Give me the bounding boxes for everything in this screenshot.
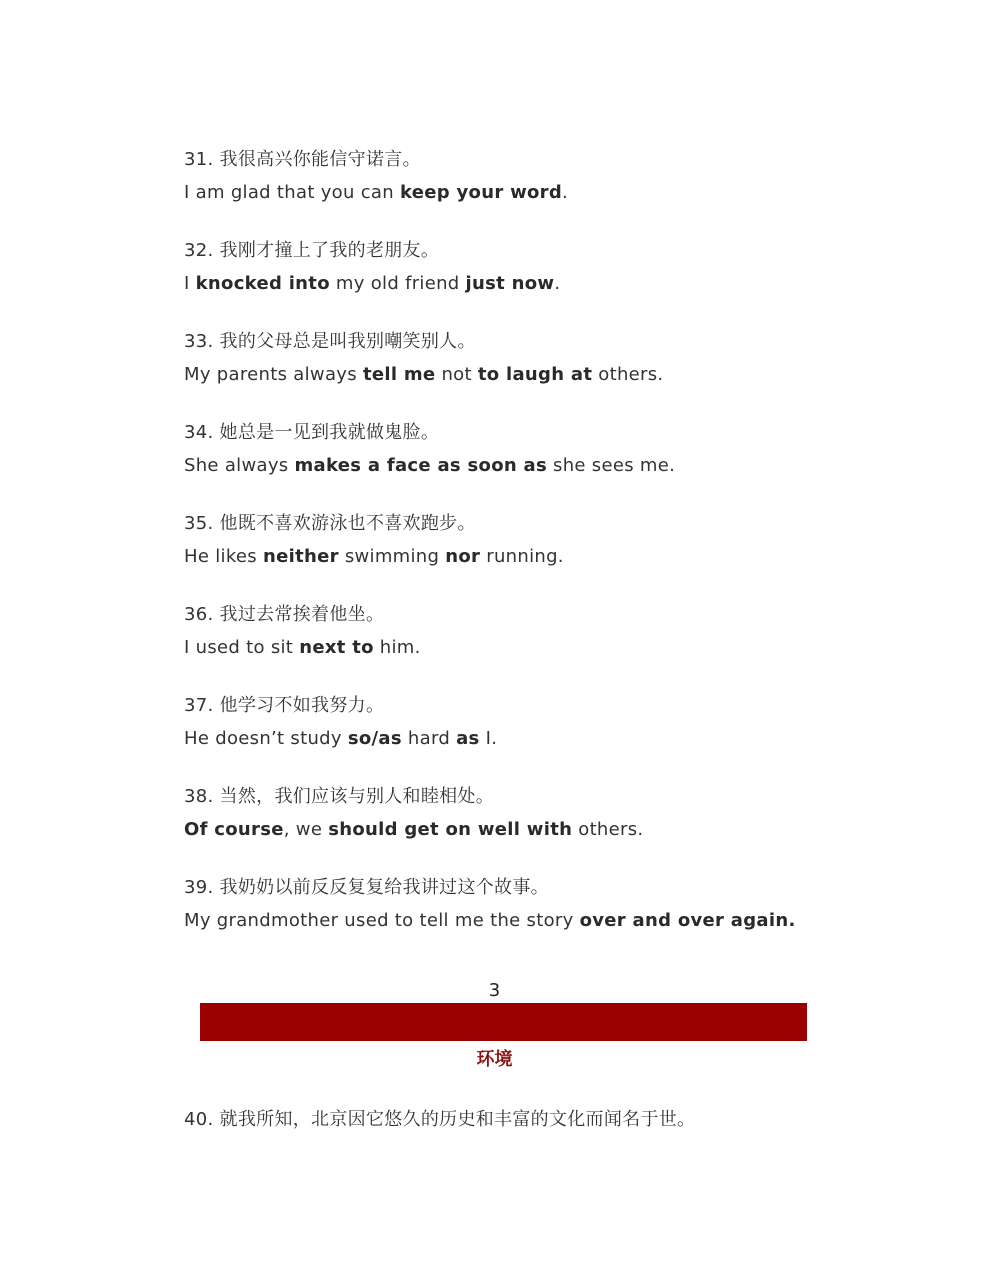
translation-text: she sees me. xyxy=(547,455,676,476)
chinese-sentence: 37. 他学习不如我努力。 xyxy=(184,695,385,716)
key-phrase: to laugh at xyxy=(477,364,593,385)
sentence-item xyxy=(184,237,824,328)
sentence-item xyxy=(184,510,824,601)
translation-text: others. xyxy=(592,364,664,385)
chinese-sentence: 35. 他既不喜欢游泳也不喜欢跑步。 xyxy=(184,513,476,534)
translation-text: My parents always xyxy=(184,364,363,385)
english-translation xyxy=(184,907,824,934)
translation-text: He doesn’t study xyxy=(184,728,348,749)
english-translation xyxy=(184,725,824,752)
key-phrase: makes a face as soon as xyxy=(294,455,547,476)
translation-text: She always xyxy=(184,455,295,476)
translation-text: others. xyxy=(572,819,644,840)
key-phrase: next to xyxy=(299,637,374,658)
translation-text: swimming xyxy=(338,546,446,567)
translation-text: , we xyxy=(283,819,329,840)
translation-text: not xyxy=(435,364,478,385)
key-phrase: over and over again. xyxy=(579,910,796,931)
translation-text: I am glad that you can xyxy=(184,182,400,203)
section-title: 环境 xyxy=(476,1049,513,1070)
translation-text: my old friend xyxy=(329,273,466,294)
key-phrase: nor xyxy=(445,546,481,567)
chinese-sentence: 36. 我过去常挨着他坐。 xyxy=(184,604,385,625)
english-translation xyxy=(184,816,824,843)
key-phrase: keep your word xyxy=(399,182,563,203)
english-translation xyxy=(184,361,824,388)
key-phrase: Of course xyxy=(184,819,284,840)
section-number: 3 xyxy=(488,980,501,1001)
key-phrase: knocked into xyxy=(195,273,330,294)
key-phrase: neither xyxy=(263,546,339,567)
sentence-item xyxy=(184,601,824,692)
english-translation xyxy=(184,270,824,297)
translation-text: I. xyxy=(479,728,498,749)
sentence-item xyxy=(184,419,824,510)
key-phrase: should get on well with xyxy=(328,819,573,840)
section-header-bar xyxy=(200,1003,807,1041)
sentence-list xyxy=(184,146,824,965)
translation-text: He likes xyxy=(184,546,263,567)
translation-text: I xyxy=(184,273,196,294)
translation-text: running. xyxy=(480,546,564,567)
english-translation xyxy=(184,179,824,206)
translation-text: . xyxy=(562,182,569,203)
sentence-40-chinese: 40. 就我所知，北京因它悠久的历史和丰富的文化而闻名于世。 xyxy=(184,1109,696,1130)
english-translation xyxy=(184,452,824,479)
sentence-item xyxy=(184,328,824,419)
chinese-sentence: 39. 我奶奶以前反反复复给我讲过这个故事。 xyxy=(184,877,549,898)
chinese-sentence: 38. 当然，我们应该与别人和睦相处。 xyxy=(184,786,495,807)
key-phrase: just now xyxy=(465,273,555,294)
chinese-sentence: 33. 我的父母总是叫我别嘲笑别人。 xyxy=(184,331,476,352)
sentence-item xyxy=(184,146,824,237)
sentence-item xyxy=(184,783,824,874)
key-phrase: as xyxy=(456,728,480,749)
chinese-sentence: 31. 我很高兴你能信守诺言。 xyxy=(184,149,421,170)
sentence-item xyxy=(184,692,824,783)
chinese-sentence: 34. 她总是一见到我就做鬼脸。 xyxy=(184,422,440,443)
translation-text: . xyxy=(554,273,561,294)
key-phrase: so/as xyxy=(347,728,402,749)
translation-text: hard xyxy=(401,728,457,749)
chinese-sentence: 32. 我刚才撞上了我的老朋友。 xyxy=(184,240,440,261)
key-phrase: tell me xyxy=(362,364,436,385)
english-translation xyxy=(184,634,824,661)
translation-text: I used to sit xyxy=(184,637,300,658)
sentence-item xyxy=(184,874,824,965)
english-translation xyxy=(184,543,824,570)
translation-text: him. xyxy=(373,637,421,658)
translation-text: My grandmother used to tell me the story xyxy=(184,910,580,931)
